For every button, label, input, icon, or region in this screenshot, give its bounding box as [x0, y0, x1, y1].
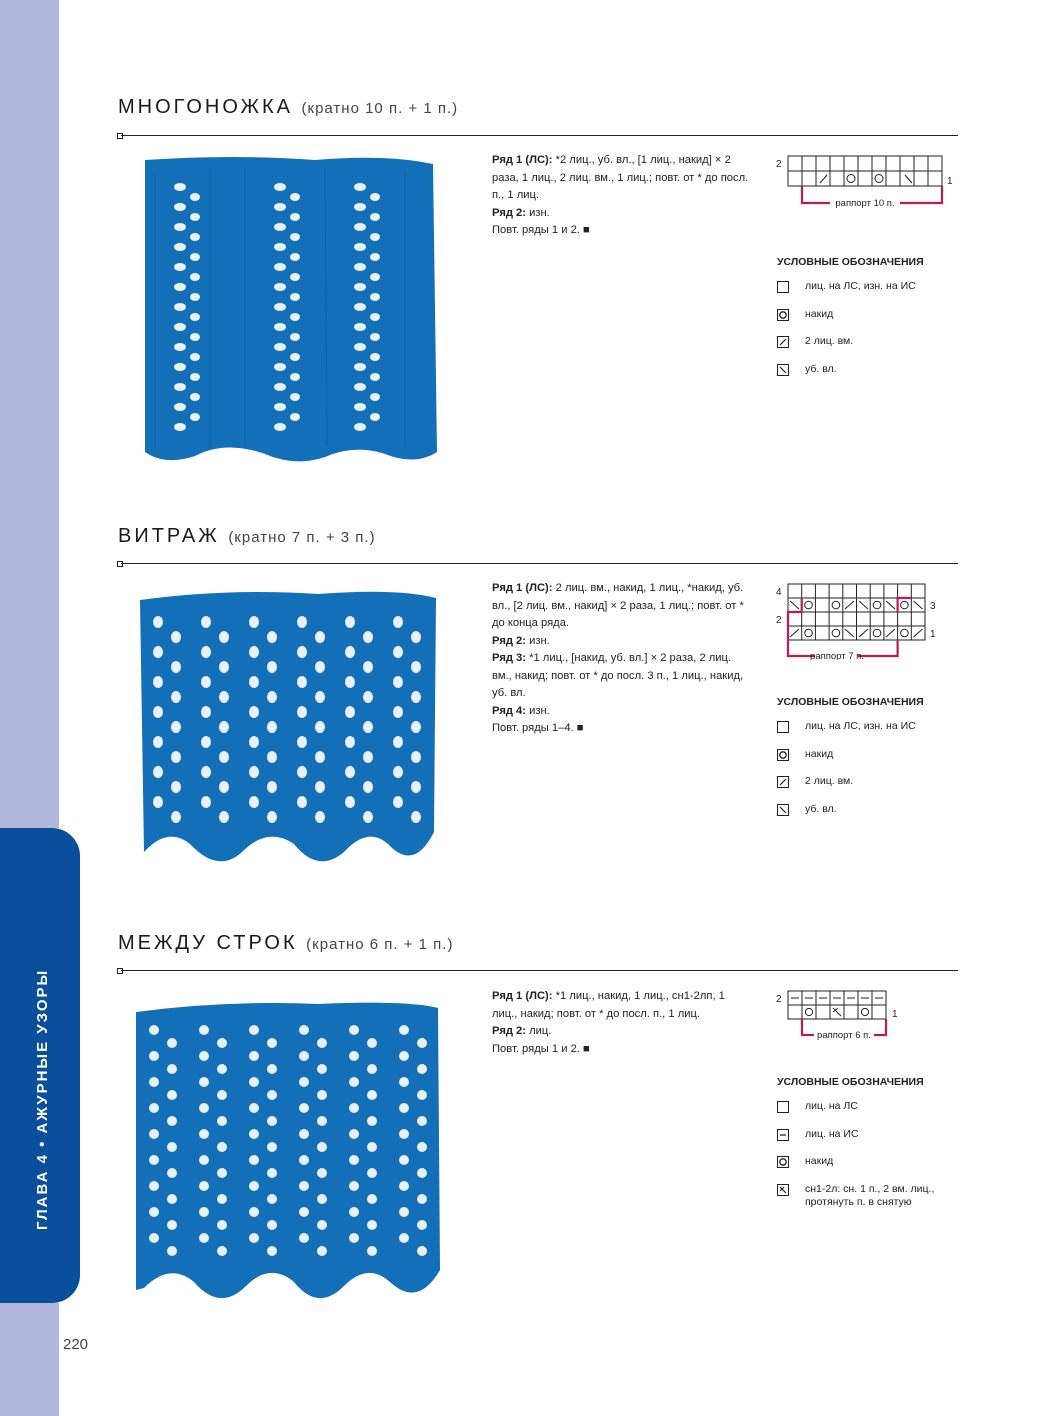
row-label: Ряд 1 (ЛС): — [492, 990, 553, 1002]
row-text: *1 лиц., [накид, уб. вл.] × 2 раза, 2 лиц. вм., накид; повт. от * до посл. 3 п., 1 лиц., накид, уб. вл. — [492, 652, 744, 699]
repeat-label: раппорт 7 п. — [810, 651, 864, 660]
chart-row-label: 1 — [930, 629, 936, 640]
pattern-name: ВИТРАЖ — [118, 525, 220, 547]
pattern-title — [118, 932, 453, 955]
ssk-icon — [777, 804, 789, 816]
row-text: *1 лиц., накид, 1 лиц., сн1-2лп, 1 лиц., накид; повт. от * до посл. п., 1 лиц. — [492, 990, 725, 1020]
legend-item: 2 лиц. вм. — [777, 335, 924, 363]
purl-dash-icon — [777, 1129, 789, 1141]
blank-square-icon — [777, 281, 789, 293]
pattern-instructions — [492, 580, 752, 738]
stitch-chart — [770, 988, 920, 1048]
legend-item: накид — [777, 308, 924, 336]
legend-item: накид — [777, 1155, 955, 1183]
row-label: Ряд 2: — [492, 206, 526, 219]
pattern-title — [118, 525, 376, 548]
k2tog-icon — [777, 336, 789, 348]
blank-square-icon — [777, 721, 789, 733]
row-label: Ряд 1 (ЛС): — [492, 582, 553, 594]
stitch-chart — [770, 153, 960, 213]
pattern-instructions — [492, 988, 752, 1058]
row-label: Ряд 3: — [492, 652, 526, 664]
repeat-text: Повт. ряды 1 и 2. ■ — [492, 224, 590, 236]
swatch-photo-mezhdu-strok — [118, 990, 453, 1326]
row-label: Ряд 2: — [492, 634, 526, 647]
yarn-over-icon — [777, 1156, 789, 1168]
legend — [777, 696, 924, 830]
legend-heading: УСЛОВНЫЕ ОБОЗНАЧЕНИЯ — [777, 256, 924, 268]
pattern-name: МНОГОНОЖКА — [118, 96, 293, 118]
sl1-k2tog-psso-icon — [777, 1184, 789, 1196]
sidebar-top-band — [0, 0, 59, 828]
swatch-photo-mnogonozhka — [115, 152, 453, 476]
repeat-label: раппорт 6 п. — [817, 1030, 871, 1041]
row-text: изн. — [529, 704, 550, 717]
pattern-title — [118, 96, 458, 119]
pattern-multiple: (кратно 7 п. + 3 п.) — [228, 529, 376, 546]
pattern-name: МЕЖДУ СТРОК — [118, 932, 298, 954]
chart-row-label: 2 — [776, 615, 782, 626]
legend-item: лиц. на ИС — [777, 1128, 955, 1156]
legend-item: лиц. на ЛС — [777, 1100, 955, 1128]
chart-row-label: 2 — [776, 159, 782, 170]
legend-item: уб. вл. — [777, 803, 924, 831]
rule-marker — [117, 968, 123, 974]
legend-item: 2 лиц. вм. — [777, 775, 924, 803]
row-text: *2 лиц., уб. вл., [1 лиц., накид] × 2 раза, 1 лиц., 2 лиц. вм., 1 лиц.; повт. от * до посл. п., 1 лиц. — [492, 154, 749, 201]
legend-item: уб. вл. — [777, 363, 924, 391]
row-label: Ряд 1 (ЛС): — [492, 154, 553, 166]
repeat-text: Повт. ряды 1 и 2. ■ — [492, 1042, 590, 1055]
blank-square-icon — [777, 1101, 789, 1113]
stitch-chart — [770, 580, 960, 660]
swatch-photo-vitrazh — [118, 582, 453, 882]
legend-heading: УСЛОВНЫЕ ОБОЗНАЧЕНИЯ — [777, 1076, 924, 1088]
sidebar-bottom-band — [0, 1303, 59, 1416]
pattern-multiple: (кратно 6 п. + 1 п.) — [306, 936, 454, 953]
k2tog-icon — [777, 776, 789, 788]
legend-heading: УСЛОВНЫЕ ОБОЗНАЧЕНИЯ — [777, 696, 924, 708]
legend-item: лиц. на ЛС, изн. на ИС — [777, 720, 924, 748]
legend-item: лиц. на ЛС, изн. на ИС — [777, 280, 924, 308]
page-number: 220 — [63, 1336, 89, 1353]
legend — [777, 256, 924, 390]
row-text: изн. — [529, 206, 550, 219]
rule-marker — [117, 561, 123, 567]
chart-row-label: 4 — [776, 587, 782, 598]
pattern-multiple: (кратно 10 п. + 1 п.) — [301, 100, 459, 117]
chart-row-label: 3 — [930, 601, 936, 612]
section-rule — [121, 970, 958, 971]
chart-row-label: 1 — [892, 1009, 898, 1020]
row-text: изн. — [529, 634, 550, 647]
section-rule — [121, 135, 958, 136]
yarn-over-icon — [777, 749, 789, 761]
chart-row-label: 2 — [776, 994, 782, 1005]
row-text: лиц. — [529, 1025, 552, 1037]
chart-row-label: 1 — [947, 176, 953, 187]
rule-marker — [117, 133, 123, 139]
chapter-title: ГЛАВА 4 • АЖУРНЫЕ УЗОРЫ — [34, 968, 51, 1230]
legend — [777, 1076, 955, 1217]
row-label: Ряд 4: — [492, 704, 526, 717]
repeat-label: раппорт 10 п. — [835, 198, 895, 209]
ssk-icon — [777, 364, 789, 376]
section-rule — [121, 563, 958, 564]
repeat-text: Повт. ряды 1–4. ■ — [492, 722, 584, 734]
row-label: Ряд 2: — [492, 1025, 526, 1037]
yarn-over-icon — [777, 309, 789, 321]
legend-item: накид — [777, 748, 924, 776]
pattern-instructions — [492, 152, 752, 240]
row-text: 2 лиц. вм., накид, 1 лиц., *накид, уб. вл., [2 лиц. вм., накид] × 2 раза, 1 лиц.; повт. от * до конца ряда. — [492, 582, 744, 629]
legend-item: сн1-2л: сн. 1 п., 2 вм. лиц., протянуть п. в снятую — [777, 1183, 955, 1217]
